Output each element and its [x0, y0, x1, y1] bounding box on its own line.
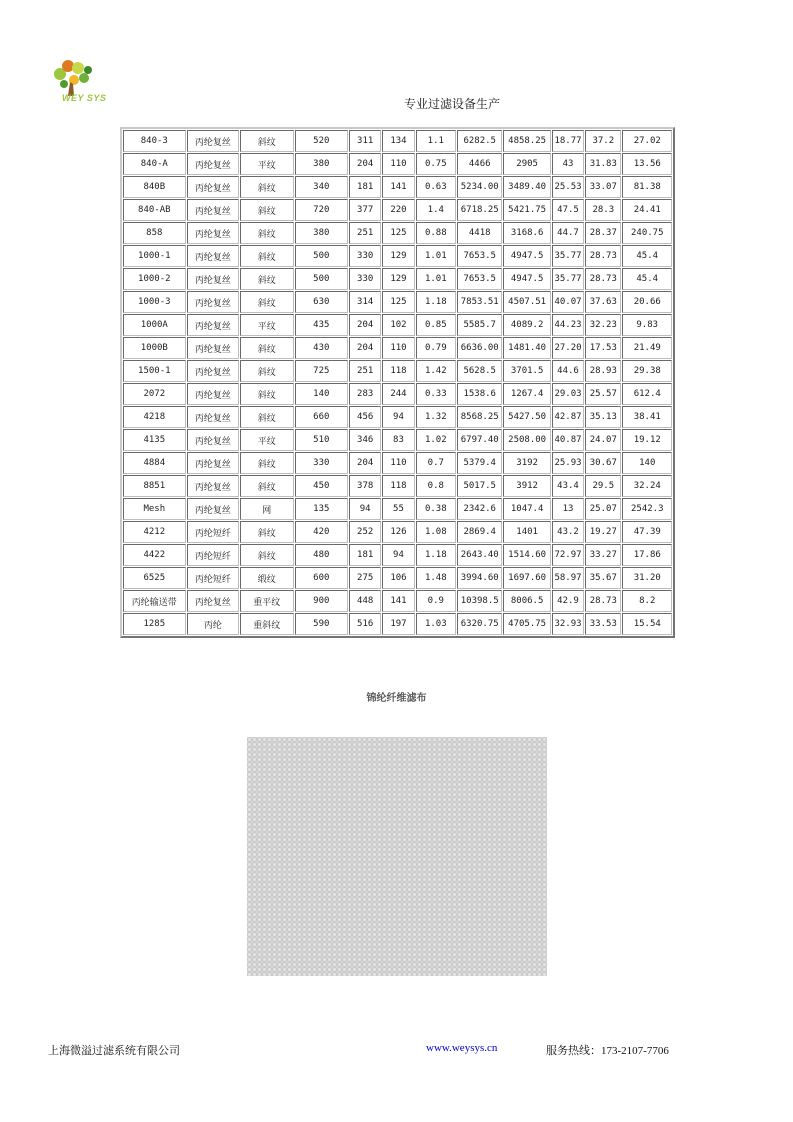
table-cell: 斜纹 — [240, 521, 293, 543]
filter-cloth-photo — [247, 737, 547, 976]
table-cell: 丙纶复丝 — [187, 245, 239, 267]
table-cell: 35.77 — [552, 268, 584, 290]
table-row — [123, 590, 672, 612]
table-cell: 1000-2 — [123, 268, 186, 290]
table-cell: 42.9 — [552, 590, 584, 612]
table-cell: 37.2 — [585, 130, 621, 152]
table-cell: 6636.00 — [457, 337, 502, 359]
table-cell: 181 — [349, 176, 381, 198]
table-cell: 204 — [349, 337, 381, 359]
table-cell: 32.23 — [585, 314, 621, 336]
table-cell: 102 — [382, 314, 414, 336]
table-cell: 1.18 — [416, 544, 456, 566]
table-cell: 450 — [295, 475, 348, 497]
table-cell: 42.87 — [552, 406, 584, 428]
table-cell: 28.3 — [585, 199, 621, 221]
table-cell: 311 — [349, 130, 381, 152]
table-cell: 斜纹 — [240, 544, 293, 566]
table-row — [123, 498, 672, 520]
table-row — [123, 521, 672, 543]
table-cell: 500 — [295, 268, 348, 290]
table-cell: 斜纹 — [240, 176, 293, 198]
table-cell: 2542.3 — [622, 498, 672, 520]
table-cell: 0.9 — [416, 590, 456, 612]
table-cell: 840B — [123, 176, 186, 198]
table-cell: 4705.75 — [503, 613, 550, 635]
table-cell: 251 — [349, 222, 381, 244]
table-cell: 2508.00 — [503, 429, 550, 451]
table-cell: 1.1 — [416, 130, 456, 152]
table-cell: 47.5 — [552, 199, 584, 221]
table-cell: 28.93 — [585, 360, 621, 382]
table-cell: 110 — [382, 452, 414, 474]
table-cell: 25.53 — [552, 176, 584, 198]
table-cell: 27.20 — [552, 337, 584, 359]
table-cell: 81.38 — [622, 176, 672, 198]
table-row — [123, 567, 672, 589]
table-cell: 2342.6 — [457, 498, 502, 520]
table-cell: 丙纶 — [187, 613, 239, 635]
table-cell: 510 — [295, 429, 348, 451]
table-cell: 28.73 — [585, 245, 621, 267]
table-cell: 125 — [382, 291, 414, 313]
table-cell: 43 — [552, 153, 584, 175]
table-cell: 斜纹 — [240, 291, 293, 313]
table-cell: 13.56 — [622, 153, 672, 175]
table-cell: 340 — [295, 176, 348, 198]
table-row — [123, 268, 672, 290]
table-cell: 858 — [123, 222, 186, 244]
table-cell: 47.39 — [622, 521, 672, 543]
table-cell: 660 — [295, 406, 348, 428]
table-cell: 5234.00 — [457, 176, 502, 198]
table-cell: 1.08 — [416, 521, 456, 543]
table-cell: 140 — [622, 452, 672, 474]
table-cell: 斜纹 — [240, 245, 293, 267]
table-cell: 55 — [382, 498, 414, 520]
table-row — [123, 222, 672, 244]
table-row — [123, 452, 672, 474]
table-cell: 141 — [382, 176, 414, 198]
table-row — [123, 314, 672, 336]
table-cell: 4947.5 — [503, 268, 550, 290]
table-cell: 58.97 — [552, 567, 584, 589]
table-cell: 丙纶输送带 — [123, 590, 186, 612]
table-cell: 19.27 — [585, 521, 621, 543]
table-cell: 0.33 — [416, 383, 456, 405]
table-cell: 125 — [382, 222, 414, 244]
table-cell: 33.53 — [585, 613, 621, 635]
table-cell: 4858.25 — [503, 130, 550, 152]
table-cell: 15.54 — [622, 613, 672, 635]
table-cell: 斜纹 — [240, 360, 293, 382]
table-cell: 4507.51 — [503, 291, 550, 313]
table-cell: 21.49 — [622, 337, 672, 359]
table-cell: 1538.6 — [457, 383, 502, 405]
table-cell: 3994.60 — [457, 567, 502, 589]
table-cell: 20.66 — [622, 291, 672, 313]
footer-website-link[interactable]: www.weysys.cn — [426, 1042, 498, 1054]
table-cell: 1.32 — [416, 406, 456, 428]
table-cell: 44.7 — [552, 222, 584, 244]
table-cell: 106 — [382, 567, 414, 589]
table-cell: 0.63 — [416, 176, 456, 198]
table-cell: 38.41 — [622, 406, 672, 428]
table-row — [123, 245, 672, 267]
table-cell: 29.5 — [585, 475, 621, 497]
table-cell: 斜纹 — [240, 406, 293, 428]
table-row — [123, 613, 672, 635]
table-cell: 6797.40 — [457, 429, 502, 451]
table-cell: 28.73 — [585, 268, 621, 290]
table-cell: 7653.5 — [457, 268, 502, 290]
table-cell: 8568.25 — [457, 406, 502, 428]
table-cell: 丙纶复丝 — [187, 590, 239, 612]
table-cell: 丙纶短纤 — [187, 567, 239, 589]
table-cell: 25.57 — [585, 383, 621, 405]
table-cell: 5585.7 — [457, 314, 502, 336]
table-cell: 590 — [295, 613, 348, 635]
table-cell: 33.07 — [585, 176, 621, 198]
table-row — [123, 383, 672, 405]
table-row — [123, 337, 672, 359]
table-cell: 43.4 — [552, 475, 584, 497]
table-cell: 330 — [295, 452, 348, 474]
table-cell: 3701.5 — [503, 360, 550, 382]
table-cell: 840-AB — [123, 199, 186, 221]
table-cell: 204 — [349, 452, 381, 474]
table-cell: 0.8 — [416, 475, 456, 497]
table-cell: 4418 — [457, 222, 502, 244]
table-cell: 5379.4 — [457, 452, 502, 474]
table-cell: 44.6 — [552, 360, 584, 382]
table-cell: 118 — [382, 475, 414, 497]
table-cell: 3168.6 — [503, 222, 550, 244]
table-cell: 30.67 — [585, 452, 621, 474]
table-cell: 4466 — [457, 153, 502, 175]
table-cell: 720 — [295, 199, 348, 221]
table-row — [123, 153, 672, 175]
table-cell: 29.38 — [622, 360, 672, 382]
table-cell: 2072 — [123, 383, 186, 405]
table-cell: 1500-1 — [123, 360, 186, 382]
table-cell: 丙纶复丝 — [187, 337, 239, 359]
table-cell: 重平纹 — [240, 590, 293, 612]
table-cell: 斜纹 — [240, 199, 293, 221]
table-cell: 500 — [295, 245, 348, 267]
specification-table — [120, 127, 675, 638]
table-cell: 丙纶复丝 — [187, 268, 239, 290]
table-cell: 1697.60 — [503, 567, 550, 589]
table-cell: 4089.2 — [503, 314, 550, 336]
table-cell: 45.4 — [622, 268, 672, 290]
table-cell: 1000B — [123, 337, 186, 359]
table-cell: 0.7 — [416, 452, 456, 474]
table-cell: 83 — [382, 429, 414, 451]
table-cell: 平纹 — [240, 314, 293, 336]
table-cell: 1.02 — [416, 429, 456, 451]
table-cell: 118 — [382, 360, 414, 382]
table-cell: 17.86 — [622, 544, 672, 566]
table-cell: 13 — [552, 498, 584, 520]
table-cell: 141 — [382, 590, 414, 612]
table-cell: 7853.51 — [457, 291, 502, 313]
table-cell: 丙纶复丝 — [187, 314, 239, 336]
table-cell: 丙纶短纤 — [187, 521, 239, 543]
table-cell: 520 — [295, 130, 348, 152]
table-cell: 204 — [349, 153, 381, 175]
table-cell: 32.24 — [622, 475, 672, 497]
table-cell: 1000-1 — [123, 245, 186, 267]
table-cell: 5628.5 — [457, 360, 502, 382]
table-cell: 25.93 — [552, 452, 584, 474]
table-cell: 32.93 — [552, 613, 584, 635]
table-cell: 456 — [349, 406, 381, 428]
table-cell: 1000A — [123, 314, 186, 336]
table-cell: 3489.40 — [503, 176, 550, 198]
table-cell: 45.4 — [622, 245, 672, 267]
table-cell: 0.79 — [416, 337, 456, 359]
table-row — [123, 429, 672, 451]
table-cell: 6718.25 — [457, 199, 502, 221]
table-cell: 31.83 — [585, 153, 621, 175]
table-cell: 斜纹 — [240, 130, 293, 152]
table-cell: 378 — [349, 475, 381, 497]
table-cell: 9.83 — [622, 314, 672, 336]
page-header-title: 专业过滤设备生产 — [404, 97, 501, 111]
table-cell: 612.4 — [622, 383, 672, 405]
table-cell: 2905 — [503, 153, 550, 175]
table-cell: 197 — [382, 613, 414, 635]
footer-phone — [546, 1042, 669, 1058]
table-cell: 24.07 — [585, 429, 621, 451]
table-cell: 斜纹 — [240, 475, 293, 497]
table-cell: 1.03 — [416, 613, 456, 635]
table-cell: 40.07 — [552, 291, 584, 313]
table-cell: 72.97 — [552, 544, 584, 566]
table-cell: 丙纶复丝 — [187, 429, 239, 451]
table-row — [123, 176, 672, 198]
table-cell: 1401 — [503, 521, 550, 543]
table-cell: 4947.5 — [503, 245, 550, 267]
table-cell: 1514.60 — [503, 544, 550, 566]
table-cell: 244 — [382, 383, 414, 405]
table-cell: 135 — [295, 498, 348, 520]
table-cell: 129 — [382, 268, 414, 290]
table-cell: 丙纶复丝 — [187, 153, 239, 175]
table-cell: 网 — [240, 498, 293, 520]
table-cell: 94 — [382, 544, 414, 566]
table-cell: 1.42 — [416, 360, 456, 382]
specification-table-body — [123, 130, 672, 635]
section-title: 锦纶纤维滤布 — [366, 693, 427, 704]
table-cell: 4135 — [123, 429, 186, 451]
table-cell: 1.01 — [416, 268, 456, 290]
table-cell: 181 — [349, 544, 381, 566]
table-cell: 110 — [382, 337, 414, 359]
table-cell: 0.88 — [416, 222, 456, 244]
table-cell: 35.77 — [552, 245, 584, 267]
table-cell: 94 — [349, 498, 381, 520]
table-cell: 5427.50 — [503, 406, 550, 428]
table-cell: 33.27 — [585, 544, 621, 566]
table-row — [123, 199, 672, 221]
table-cell: 平纹 — [240, 429, 293, 451]
table-cell: 29.03 — [552, 383, 584, 405]
table-cell: 0.75 — [416, 153, 456, 175]
table-cell: 283 — [349, 383, 381, 405]
table-cell: 8.2 — [622, 590, 672, 612]
table-cell: 28.37 — [585, 222, 621, 244]
table-row — [123, 475, 672, 497]
table-cell: 35.13 — [585, 406, 621, 428]
table-cell: 3912 — [503, 475, 550, 497]
table-cell: 27.02 — [622, 130, 672, 152]
table-cell: 435 — [295, 314, 348, 336]
table-cell: 丙纶短纤 — [187, 544, 239, 566]
table-cell: 516 — [349, 613, 381, 635]
footer-company-name: 上海微溢过滤系统有限公司 — [48, 1044, 180, 1057]
table-cell: 1.4 — [416, 199, 456, 221]
table-cell: 28.73 — [585, 590, 621, 612]
table-cell: 斜纹 — [240, 222, 293, 244]
table-cell: 6320.75 — [457, 613, 502, 635]
table-cell: 1000-3 — [123, 291, 186, 313]
table-row — [123, 360, 672, 382]
table-cell: 平纹 — [240, 153, 293, 175]
table-cell: 丙纶复丝 — [187, 291, 239, 313]
table-cell: 斜纹 — [240, 268, 293, 290]
table-cell: 204 — [349, 314, 381, 336]
table-cell: 斜纹 — [240, 383, 293, 405]
table-cell: 17.53 — [585, 337, 621, 359]
table-cell: 1285 — [123, 613, 186, 635]
table-cell: 346 — [349, 429, 381, 451]
table-row — [123, 406, 672, 428]
table-cell: 240.75 — [622, 222, 672, 244]
table-cell: 1481.40 — [503, 337, 550, 359]
table-cell: 缎纹 — [240, 567, 293, 589]
table-cell: 251 — [349, 360, 381, 382]
footer-phone-number: 173-2107-7706 — [601, 1045, 669, 1057]
table-cell: 4218 — [123, 406, 186, 428]
table-cell: 8851 — [123, 475, 186, 497]
table-cell: 丙纶复丝 — [187, 222, 239, 244]
table-cell: 480 — [295, 544, 348, 566]
table-cell: 19.12 — [622, 429, 672, 451]
table-cell: 630 — [295, 291, 348, 313]
table-cell: 丙纶复丝 — [187, 383, 239, 405]
table-cell: 330 — [349, 268, 381, 290]
table-cell: 24.41 — [622, 199, 672, 221]
table-cell: 6282.5 — [457, 130, 502, 152]
table-cell: 7653.5 — [457, 245, 502, 267]
table-cell: 1.48 — [416, 567, 456, 589]
table-cell: 314 — [349, 291, 381, 313]
table-cell: 4422 — [123, 544, 186, 566]
table-cell: 448 — [349, 590, 381, 612]
table-cell: 134 — [382, 130, 414, 152]
table-cell: 140 — [295, 383, 348, 405]
table-cell: 840-A — [123, 153, 186, 175]
table-cell: 2869.4 — [457, 521, 502, 543]
table-cell: 丙纶复丝 — [187, 360, 239, 382]
table-cell: 725 — [295, 360, 348, 382]
table-cell: 18.77 — [552, 130, 584, 152]
table-cell: 44.23 — [552, 314, 584, 336]
table-cell: 1.18 — [416, 291, 456, 313]
table-cell: 380 — [295, 222, 348, 244]
table-cell: 420 — [295, 521, 348, 543]
table-cell: 0.85 — [416, 314, 456, 336]
table-cell: 丙纶复丝 — [187, 130, 239, 152]
table-cell: 丙纶复丝 — [187, 176, 239, 198]
table-cell: 1047.4 — [503, 498, 550, 520]
table-cell: 斜纹 — [240, 452, 293, 474]
table-cell: 25.07 — [585, 498, 621, 520]
table-cell: 330 — [349, 245, 381, 267]
table-cell: 129 — [382, 245, 414, 267]
table-cell: 5017.5 — [457, 475, 502, 497]
table-cell: 430 — [295, 337, 348, 359]
table-cell: 1267.4 — [503, 383, 550, 405]
logo-text: WEY SYS — [62, 93, 107, 103]
table-cell: 6525 — [123, 567, 186, 589]
table-cell: 840-3 — [123, 130, 186, 152]
table-cell: 126 — [382, 521, 414, 543]
table-cell: 40.87 — [552, 429, 584, 451]
table-cell: 900 — [295, 590, 348, 612]
table-row — [123, 291, 672, 313]
table-cell: 3192 — [503, 452, 550, 474]
table-cell: 94 — [382, 406, 414, 428]
table-cell: 43.2 — [552, 521, 584, 543]
table-cell: 4884 — [123, 452, 186, 474]
table-cell: 1.01 — [416, 245, 456, 267]
table-cell: 380 — [295, 153, 348, 175]
table-cell: 110 — [382, 153, 414, 175]
table-cell: 600 — [295, 567, 348, 589]
table-cell: 5421.75 — [503, 199, 550, 221]
table-cell: 37.63 — [585, 291, 621, 313]
table-cell: 重斜纹 — [240, 613, 293, 635]
table-cell: 10398.5 — [457, 590, 502, 612]
table-cell: 377 — [349, 199, 381, 221]
table-cell: 275 — [349, 567, 381, 589]
table-cell: 斜纹 — [240, 337, 293, 359]
table-cell: Mesh — [123, 498, 186, 520]
table-cell: 4212 — [123, 521, 186, 543]
table-cell: 丙纶复丝 — [187, 452, 239, 474]
table-cell: 8006.5 — [503, 590, 550, 612]
table-row — [123, 544, 672, 566]
table-cell: 丙纶复丝 — [187, 498, 239, 520]
table-cell: 2643.40 — [457, 544, 502, 566]
table-cell: 31.20 — [622, 567, 672, 589]
table-row — [123, 130, 672, 152]
table-cell: 35.67 — [585, 567, 621, 589]
table-cell: 丙纶复丝 — [187, 406, 239, 428]
footer-phone-label: 服务热线： — [546, 1044, 601, 1057]
table-cell: 丙纶复丝 — [187, 475, 239, 497]
table-cell: 0.38 — [416, 498, 456, 520]
table-cell: 220 — [382, 199, 414, 221]
table-cell: 252 — [349, 521, 381, 543]
table-cell: 丙纶复丝 — [187, 199, 239, 221]
